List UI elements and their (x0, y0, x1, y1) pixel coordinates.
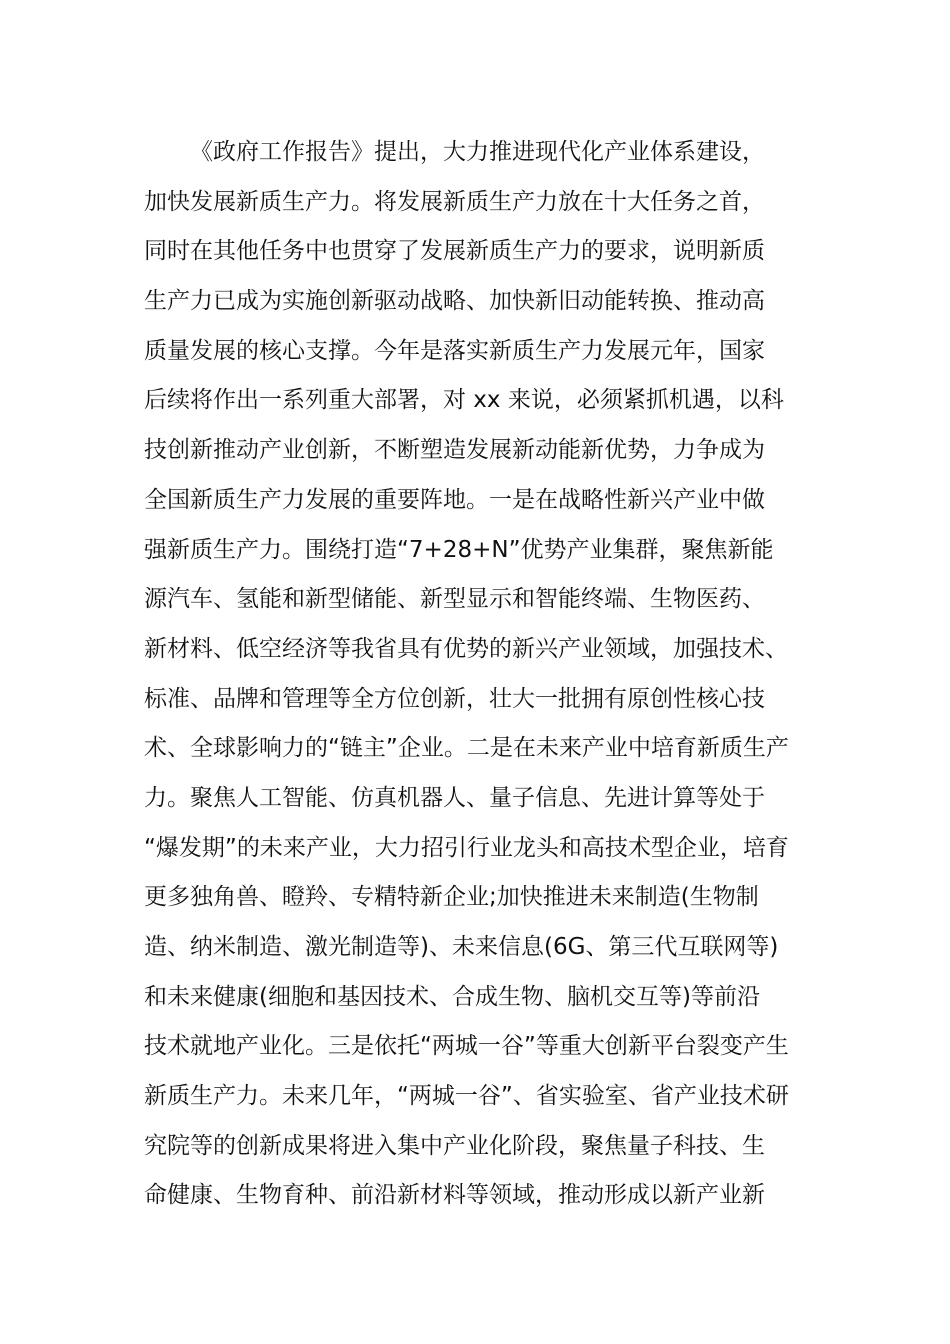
text-line: 和未来健康(细胞和基因技术、合成生物、脑机交互等)等前沿 (144, 983, 760, 1010)
text-line: 同时在其他任务中也贯穿了发展新质生产力的要求，说明新质 (144, 238, 765, 265)
text-line: 强新质生产力。围绕打造“7+28+N”优势产业集群，聚焦新能 (144, 536, 774, 563)
text-line: 力。聚焦人工智能、仿真机器人、量子信息、先进计算等处于 (144, 784, 765, 811)
body-paragraph (144, 128, 824, 1221)
text-line: 命健康、生物育种、前沿新材料等领域，推动形成以新产业新 (144, 1182, 765, 1209)
text-line: 更多独角兽、瞪羚、专精特新企业;加快推进未来制造(生物制 (144, 884, 759, 911)
text-line: 术、全球影响力的“链主”企业。二是在未来产业中培育新质生产 (144, 735, 789, 762)
text-line: 究院等的创新成果将进入集中产业化阶段，聚焦量子科技、生 (144, 1132, 765, 1159)
text-line: “爆发期”的未来产业，大力招引行业龙头和高技术型企业，培育 (144, 834, 789, 861)
text-line: 技创新推动产业创新，不断塑造发展新动能新优势，力争成为 (144, 437, 765, 464)
text-line: 生产力已成为实施创新驱动战略、加快新旧动能转换、推动高 (144, 288, 765, 315)
text-line: 源汽车、氢能和新型储能、新型显示和智能终端、生物医药、 (144, 586, 765, 613)
text-line: 加快发展新质生产力。将发展新质生产力放在十大任务之首， (144, 188, 765, 215)
text-line: 全国新质生产力发展的重要阵地。一是在战略性新兴产业中做 (144, 486, 765, 513)
text-line: 造、纳米制造、激光制造等)、未来信息(6G、第三代互联网等) (144, 934, 779, 960)
text-line: 新材料、低空经济等我省具有优势的新兴产业领域，加强技术、 (144, 635, 788, 662)
text-line: 质量发展的核心支撑。今年是落实新质生产力发展元年，国家 (144, 337, 765, 364)
text-line: 新质生产力。未来几年，“两城一谷”、省实验室、省产业技术研 (144, 1083, 789, 1110)
text-line: 标准、品牌和管理等全方位创新，壮大一批拥有原创性核心技 (144, 685, 765, 712)
text-line: 《政府工作报告》提出，大力推进现代化产业体系建设， (190, 139, 765, 165)
text-line: 后续将作出一系列重大部署，对 xx 来说，必须紧抓机遇，以科 (144, 387, 784, 414)
text-line: 技术就地产业化。三是依托“两城一谷”等重大创新平台裂变产生 (144, 1033, 789, 1060)
